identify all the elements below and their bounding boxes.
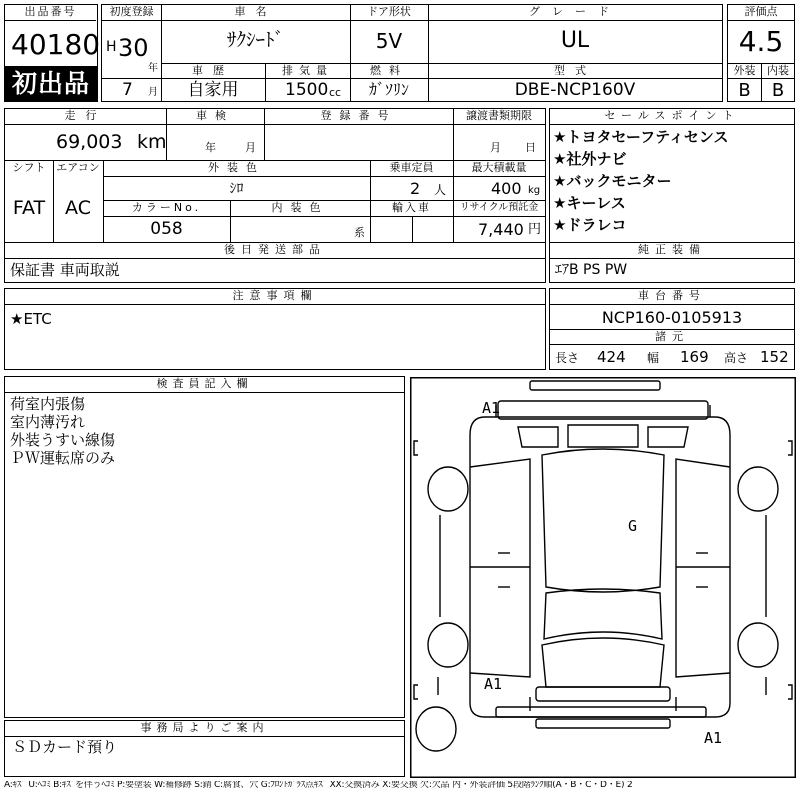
- exterior-grade: B: [738, 80, 751, 101]
- mileage: 69,003: [56, 131, 123, 153]
- grade-label: グレード: [529, 5, 621, 18]
- car-name-label: 車名: [234, 5, 277, 18]
- spec-label: 諸元: [655, 330, 689, 343]
- first-reg-label: 初度登録: [109, 5, 154, 18]
- color: ｼﾛ: [229, 181, 244, 197]
- car-name: ｻｸｼｰﾄﾞ: [226, 29, 284, 51]
- inspection-month-unit: 月: [245, 141, 256, 154]
- displacement: 1500: [285, 80, 329, 100]
- era-letter: H: [106, 39, 117, 55]
- capacity: 2: [410, 179, 421, 198]
- inspector-label: 検査員記入欄: [156, 377, 253, 390]
- history-label: 車歴: [192, 64, 234, 77]
- ac: AC: [65, 197, 91, 219]
- capacity-label: 乗車定員: [389, 161, 434, 174]
- transfer-label: 譲渡書類期限: [466, 109, 532, 122]
- lot-number: 40180: [11, 28, 101, 61]
- model-label: 型式: [554, 64, 596, 77]
- damage-mark: A1: [482, 399, 501, 417]
- equipment-value: ｴｱB PS PW: [555, 262, 628, 278]
- legend: A:ｷｽﾞ U:ﾍｺﾐ B:ｷｽﾞを伴うﾍｺﾐ P:要塗装 W:補修跡 S:錆 C:腐食、穴 G:ﾌﾛﾝﾄｶﾞﾗｽ点ｷｽﾞ XX:交換済み X:要交換 欠:欠品 内・外装評価 5段階ﾗﾝｸ順(A・B・C・D・E) 2: [4, 781, 633, 790]
- score-label: 評価点: [744, 5, 778, 18]
- height-label: 高さ: [724, 351, 749, 365]
- transfer-day-unit: 日: [525, 141, 536, 154]
- interior-label: 内装: [767, 64, 789, 77]
- import-label: 輸入車: [392, 201, 431, 214]
- damage-mark: G: [628, 517, 638, 535]
- displacement-label: 排気量: [282, 64, 333, 77]
- sales-point-item: ★キーレス: [553, 194, 626, 212]
- sales-points-label: セールスポイント: [604, 109, 740, 122]
- interior-color-unit: 系: [354, 226, 365, 239]
- recycle-label: リサイクル預託金: [459, 202, 539, 213]
- model: DBE-NCP160V: [514, 80, 636, 100]
- sales-point-item: ★ドラレコ: [553, 216, 627, 234]
- score: 4.5: [738, 25, 784, 58]
- notes-value: ★ETC: [10, 310, 52, 328]
- sales-point-item: ★社外ナビ: [553, 150, 627, 168]
- load-unit: kg: [528, 185, 541, 196]
- registration-label: 登録番号: [320, 109, 397, 122]
- displacement-unit: cc: [329, 86, 342, 99]
- notes-label: 注意事項欄: [232, 289, 318, 302]
- inspector-line: 荷室内張傷: [10, 395, 86, 413]
- sales-point-item: ★バックモニター: [553, 172, 672, 190]
- interior-color-label: 内装色: [271, 201, 329, 214]
- office-label: 事務局よりご案内: [140, 721, 269, 734]
- inspector-line: 外装うすい線傷: [10, 431, 116, 449]
- color-no: 058: [150, 219, 183, 239]
- chassis-value: NCP160-0105913: [601, 308, 743, 327]
- equipment-label: 純正装備: [638, 243, 706, 256]
- mileage-label: 走行: [64, 109, 107, 122]
- shift-label: シフト: [12, 161, 46, 174]
- fuel: ｶﾞｿﾘﾝ: [368, 80, 409, 99]
- mileage-unit: km: [137, 131, 167, 153]
- car-damage-diagram: [410, 377, 796, 778]
- inspection-label: 車検: [196, 109, 234, 122]
- reg-month: 7: [122, 80, 133, 100]
- reg-year: 30: [118, 34, 149, 62]
- reg-month-unit: 月: [148, 87, 158, 98]
- height-value: 152: [760, 348, 789, 366]
- damage-mark: A1: [484, 675, 503, 693]
- width-label: 幅: [647, 351, 660, 365]
- inspector-line: 室内薄汚れ: [10, 413, 86, 431]
- color-label: 外装色: [208, 161, 265, 174]
- chassis-label: 車台番号: [638, 289, 706, 302]
- shipping-value: 保証書 車両取説: [10, 261, 120, 279]
- grade: UL: [560, 28, 590, 53]
- inspection-year-unit: 年: [205, 141, 216, 154]
- length-value: 424: [597, 348, 626, 366]
- length-label: 長さ: [555, 351, 580, 365]
- load: 400: [491, 179, 522, 198]
- ac-label: エアコン: [56, 161, 100, 174]
- width-value: 169: [680, 348, 709, 366]
- doors: 5V: [375, 29, 403, 53]
- shift: FAT: [12, 197, 46, 219]
- transfer-month-unit: 月: [490, 141, 501, 154]
- inspector-line: ＰＷ運転席のみ: [10, 449, 116, 467]
- doors-label: ドア形状: [367, 5, 411, 18]
- interior-grade: B: [771, 80, 785, 101]
- fuel-label: 燃料: [370, 64, 408, 77]
- color-no-label: カラーNo.: [131, 201, 202, 214]
- office-value: ＳＤカード預り: [12, 738, 118, 756]
- reg-year-unit: 年: [148, 63, 158, 74]
- capacity-unit: 人: [434, 183, 447, 197]
- exterior-label: 外装: [733, 64, 756, 77]
- lot-number-label: 出品番号: [24, 5, 77, 18]
- shipping-label: 後日発送部品: [224, 243, 326, 256]
- recycle: 7,440: [478, 220, 524, 239]
- history: 自家用: [187, 80, 239, 100]
- sales-point-item: ★トヨタセーフティセンス: [553, 128, 729, 146]
- recycle-unit: 円: [528, 222, 542, 237]
- load-label: 最大積載量: [471, 161, 527, 174]
- damage-mark: A1: [704, 729, 723, 747]
- first-listing-badge: 初出品: [5, 66, 97, 101]
